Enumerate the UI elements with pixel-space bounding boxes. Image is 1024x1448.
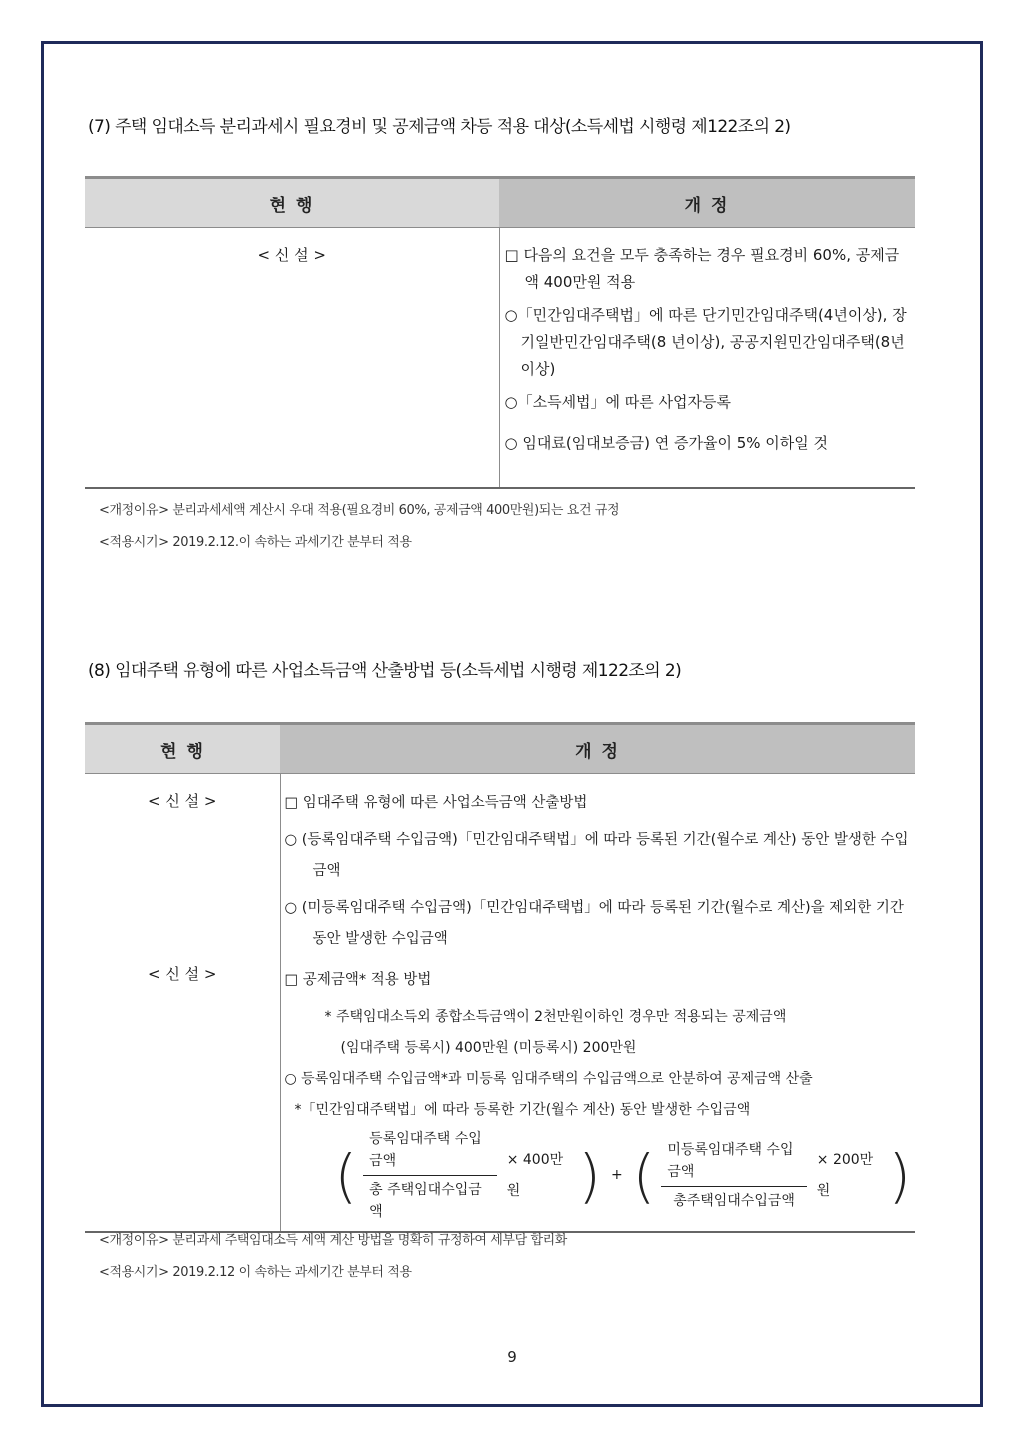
effective-note-8: <적용시기> 2019.2.12 이 속하는 과세기간 분부터 적용 [99,1265,412,1280]
block2-note-3: *「민간임대주택법」에 따라 등록한 기간(월수 계산) 동안 발생한 수입금액 [294,1102,751,1118]
block1-main: □ 임대주택 유형에 따른 사업소득금액 산출방법 [284,795,588,811]
block2-note-1: * 주택임대소득외 종합소득금액이 2천만원이하인 경우만 적용되는 공제금액 [324,1009,787,1025]
column-header-current: 현 행 [85,724,280,774]
fraction-numerator: 미등록임대주택 수입금액 [661,1139,806,1187]
fraction-denominator: 총 주택임대수입금액 [369,1182,482,1220]
fraction-registered [363,1128,497,1223]
page-number: 9 [507,1348,517,1366]
revised-cell [280,774,915,1233]
reason-note-8: <개정이유> 분리과세 주택임대소득 세액 계산 방법을 명확히 규정하여 세부담 합리화 [99,1233,567,1248]
current-text-1: < 신 설 > [148,792,217,810]
comparison-table-8 [85,722,915,1233]
table-row [85,774,915,1233]
block1-item-2: ○ (미등록임대주택 수입금액)「민간임대주택법」에 따라 등록된 기간(월수로 계산)을 제외한 기간 동안 발생한 수입금액 [284,900,904,947]
multiplier-400: × 400만원 [506,1151,564,1199]
block2-note-2: (임대주택 등록시) 400만원 (미등록시) 200만원 [340,1040,637,1056]
fraction-numerator: 등록임대주택 수입금액 [363,1128,497,1176]
paren-close: ) [888,1141,912,1210]
effective-note-7: <적용시기> 2019.2.12.이 속하는 과세기간 분부터 적용 [99,535,412,550]
block1-item-1: ○ (등록임대주택 수입금액)「민간임대주택법」에 따라 등록된 기간(월수로 계산) 동안 발생한 수입금액 [284,832,909,879]
revised-item-2: ○「소득세법」에 따른 사업자등록 [504,393,732,411]
fraction-unregistered [661,1139,806,1212]
paren-close: ) [578,1141,601,1210]
comparison-table-7 [85,176,915,489]
paren-open: ( [334,1141,358,1210]
section-8-title: (8) 임대주택 유형에 따른 사업소득금액 산출방법 등(소득세법 시행령 제122조의 2) [88,661,682,681]
multiplier-200: × 200만원 [816,1151,874,1199]
current-text-2: < 신 설 > [148,965,217,983]
block2-main: □ 공제금액* 적용 방법 [284,972,432,988]
paren-open: ( [632,1141,656,1210]
revised-main: □ 다음의 요건을 모두 충족하는 경우 필요경비 60%, 공제금액 400만원 적용 [504,246,900,291]
revised-item-3: ○ 임대료(임대보증금) 연 증가율이 5% 이하일 것 [504,434,829,452]
section-7-title: (7) 주택 임대소득 분리과세시 필요경비 및 공제금액 차등 적용 대상(소득세법 시행령 제122조의 2) [88,117,791,137]
current-text: < 신 설 > [257,246,326,264]
column-header-revised: 개 정 [499,178,915,228]
plus-sign: + [610,1167,623,1183]
reason-note-7: <개정이유> 분리과세세액 계산시 우대 적용(필요경비 60%, 공제금액 400만원)되는 요건 규정 [99,503,620,518]
revised-cell [499,228,915,488]
deduction-formula [285,1128,912,1223]
table-row [85,228,915,488]
block2-item-1: ○ 등록임대주택 수입금액*과 미등록 임대주택의 수입금액으로 안분하여 공제금액 산출 [284,1071,813,1087]
revised-item-1: ○「민간임대주택법」에 따른 단기민간임대주택(4년이상), 장기일반민간임대주택(8 년이상), 공공지원민간임대주택(8년이상) [504,306,907,378]
column-header-revised: 개 정 [280,724,915,774]
column-header-current: 현 행 [85,178,499,228]
current-cell [85,228,499,488]
current-cell [85,774,280,1233]
fraction-denominator: 총주택임대수입금액 [673,1193,795,1209]
